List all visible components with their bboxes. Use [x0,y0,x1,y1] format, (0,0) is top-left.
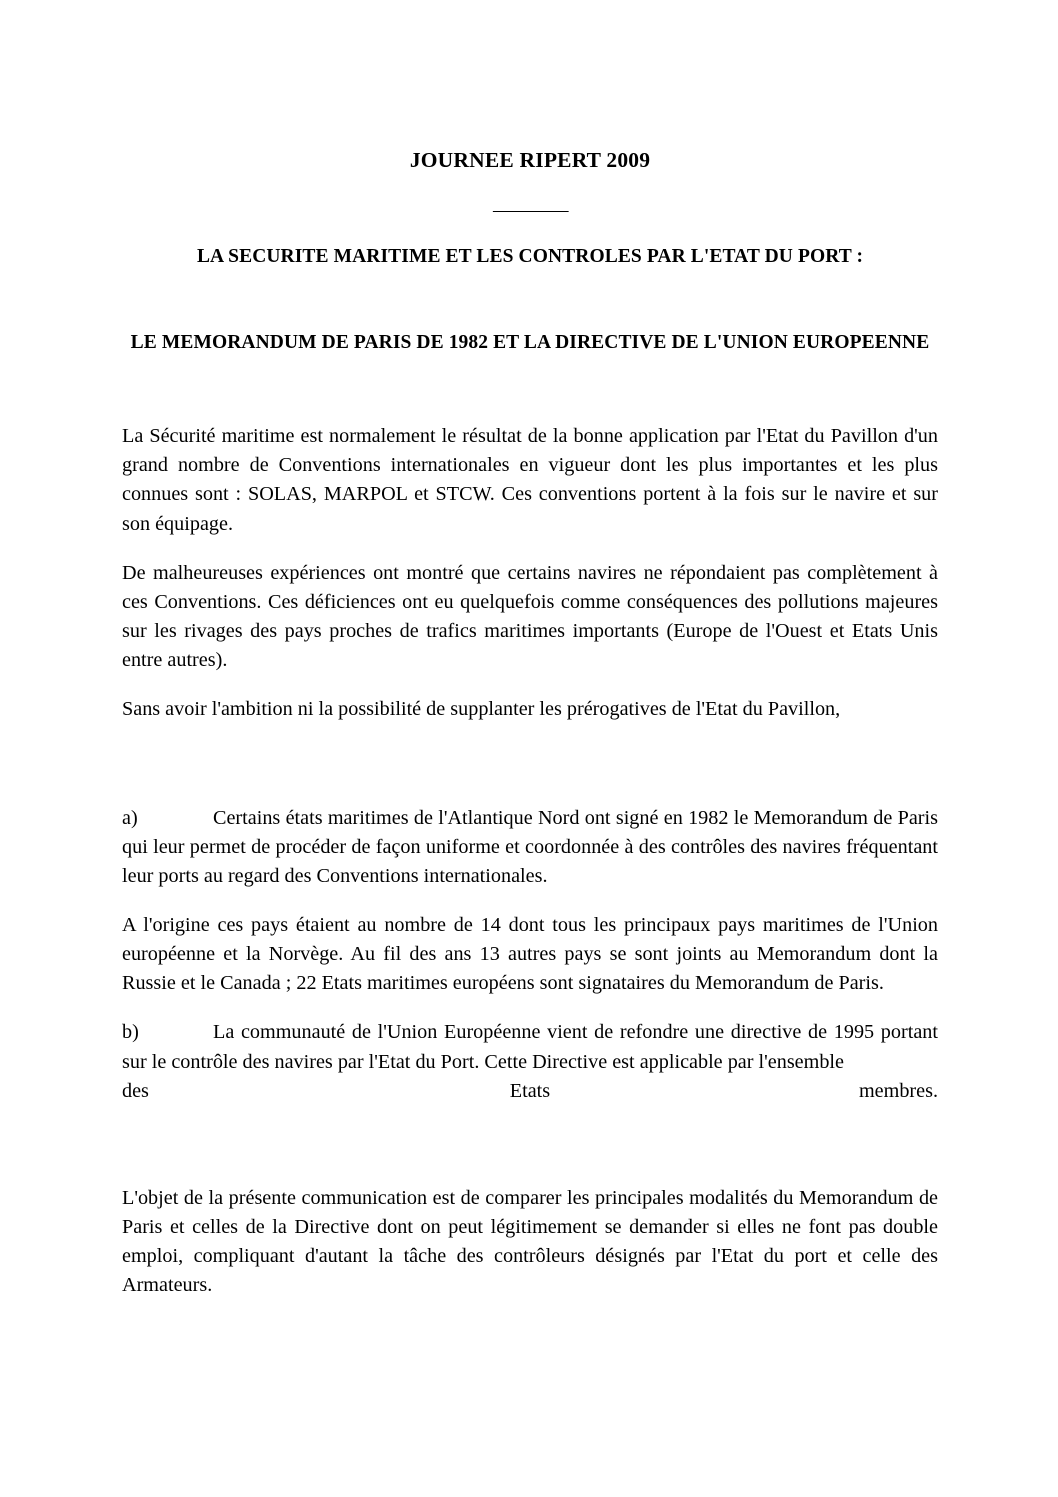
document-body [122,0,938,1300]
paragraph-intro-2: De malheureuses expériences ont montré que certains navires ne répondaient pas complètement à ces Conventions. Ces déficiences ont eu quelquefois comme conséquences des pollutions majeures sur les rivages des pays proches de trafics maritimes importants (Europe de l'Ouest et Etats Unis entre autres). [122,561,938,671]
separator-dashes: ———— [493,199,567,222]
paragraph-origine: A l'origine ces pays étaient au nombre de 14 dont tous les principaux pays maritimes de l'Union européenne et la Norvège. Au fil des ans 13 autres pays se sont joints au Memorandum dont la Russie et le Canada ; 22 Etats maritimes européens sont signataires du Memorandum de Paris. [122,914,938,995]
paragraph-item-b-last-line [122,1077,938,1106]
paragraph-item-b [122,998,938,1076]
title-separator [122,173,938,223]
paragraph-objet: L'objet de la présente communication est de comparer les principales modalités du Memorandum de Paris et celles de la Directive dont on peut légitimement se demander si elles ne font pas double emploi, compliquant d'autant la tâche des contrôleurs désignés par l'Etat du port et celle des Armateurs. [122,1186,938,1296]
paragraph-intro-3: Sans avoir l'ambition ni la possibilité de supplanter les prérogatives de l'Etat du Pavillon, [122,697,841,720]
list-text-a: Certains états maritimes de l'Atlantique Nord ont signé en 1982 le Memorandum de Paris qui leur permet de procéder de façon uniforme et coordonnée à des contrôles des navires fréquentant leur ports au regard des Conventions internationales. [122,806,938,888]
document-subtitle-2: LE MEMORANDUM DE PARIS DE 1982 ET LA DIRECTIVE DE L'UNION EUROPEENNE [130,332,930,354]
list-marker-b: b) [122,1021,139,1044]
list-text-b: La communauté de l'Union Européenne vient de refondre une directive de 1995 portant sur le contrôle des navires par l'Etat du Port. Cette Directive est applicable par l'ensemble [122,1021,938,1073]
paragraph-item-a [122,724,938,891]
page-title: JOURNEE RIPERT 2009 [409,148,651,172]
stretched-word-right: membres. [858,1079,938,1102]
stretched-word-middle: Etats [509,1079,551,1102]
stretched-word-left: des [122,1079,149,1102]
paragraph-intro-1: La Sécurité maritime est normalement le résultat de la bonne application par l'Etat du Pavillon d'un grand nombre de Conventions internationales en vigueur dont les plus importantes et les plus connues sont : SOLAS, MARPOL et STCW. Ces conventions portent à la fois sur le navire et sur son équipage. [122,425,938,535]
list-marker-a: a) [122,806,138,829]
document-subtitle-1: LA SECURITE MARITIME ET LES CONTROLES PAR L'ETAT DU PORT : [196,245,864,267]
